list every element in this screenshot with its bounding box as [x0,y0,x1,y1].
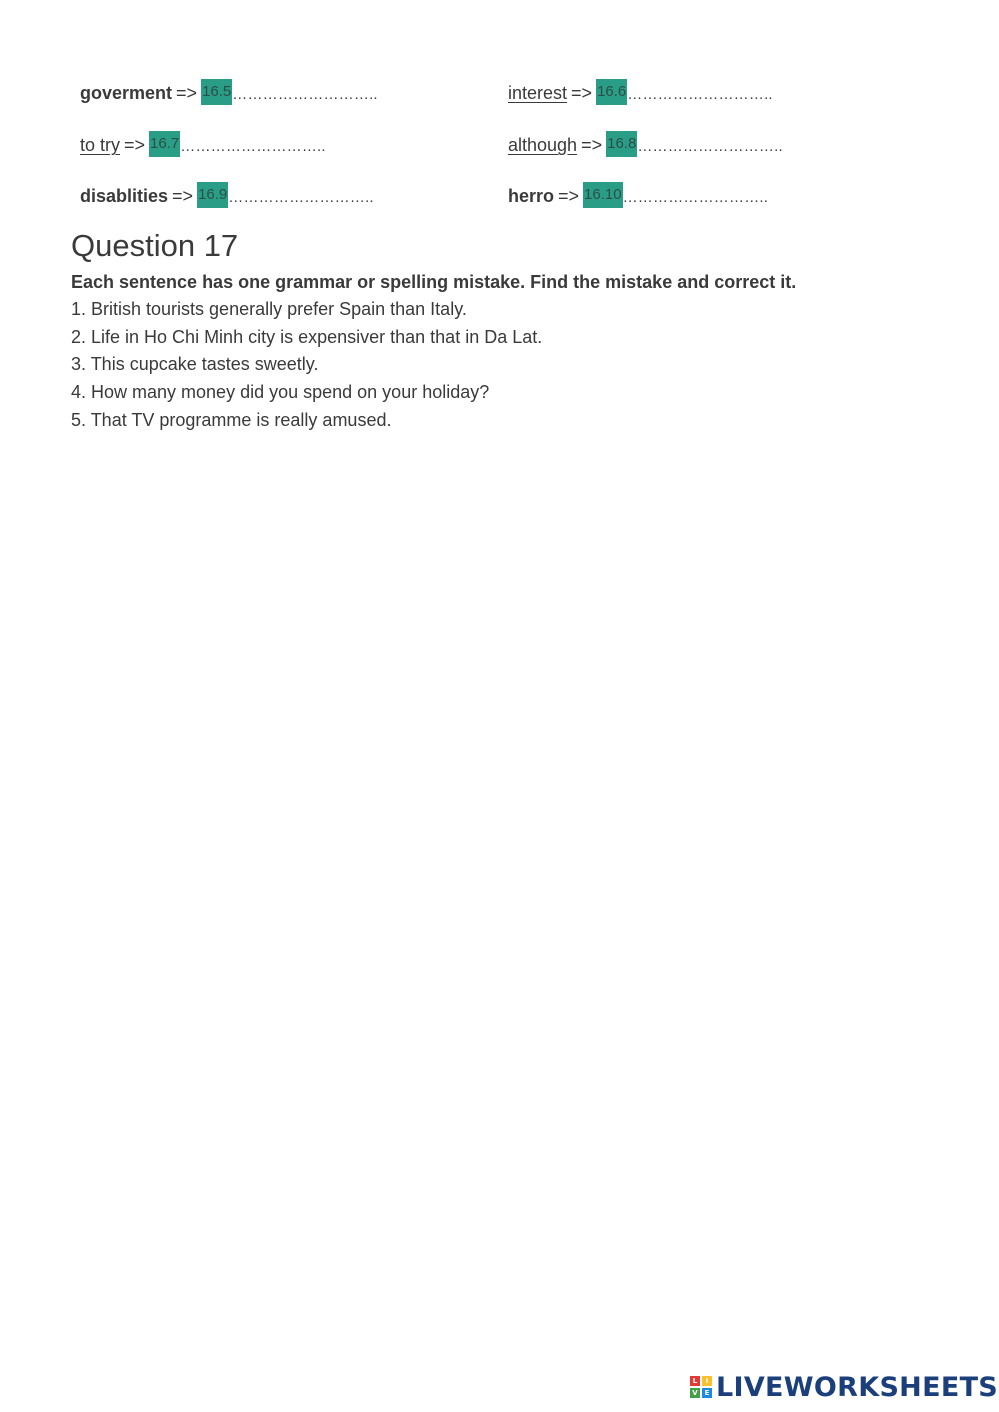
word-item-interest [508,78,773,110]
dotted-line: ……………………….. [180,138,326,155]
dotted-line: ……………………….. [228,189,374,206]
word-item-disablities [80,181,374,213]
word-item-although [508,130,783,162]
sentence-item: 5. That TV programme is really amused. [71,409,392,430]
word-item-goverment [80,78,378,110]
dotted-line: ……………………….. [232,86,378,103]
word-row-1 [0,78,999,108]
question-title: Question 17 [71,228,239,263]
answer-field-16-8[interactable]: 16.8 [606,131,637,157]
arrow-label: => [176,83,198,103]
sentence-list [71,296,542,435]
answer-field-16-5[interactable]: 16.5 [201,79,232,105]
logo-mark-icon: L I V E [690,1376,712,1398]
logo-text: LIVEWORKSHEETS [716,1371,999,1403]
sentence-item: 1. British tourists generally prefer Spain than Italy. [71,299,467,319]
answer-field-16-10[interactable]: 16.10 [583,182,623,208]
dotted-line: ……………………….. [622,189,769,206]
word-row-2 [0,130,999,160]
dotted-line: ……………………….. [627,86,773,103]
arrow-label: => [124,135,146,155]
dotted-line: ……………………….. [637,138,783,155]
arrow-label: => [558,186,580,206]
word-label: interest [508,83,568,103]
arrow-label: => [581,135,603,155]
sentence-item: 2. Life in Ho Chi Minh city is expensiver than that in Da Lat. [71,326,543,347]
word-label: disablities [80,186,169,206]
sentence-item: 3. This cupcake tastes sweetly. [71,354,319,375]
answer-field-16-9[interactable]: 16.9 [197,182,228,208]
sentence-item: 4. How many money did you spend on your holiday? [71,382,490,403]
answer-field-16-7[interactable]: 16.7 [149,131,180,157]
arrow-label: => [571,83,593,103]
word-label: to try [80,135,121,155]
word-item-to-try [80,130,326,162]
liveworksheets-logo [690,1370,998,1404]
answer-field-16-6[interactable]: 16.6 [596,79,627,105]
word-label: goverment [80,83,173,103]
word-label: herro [508,186,555,206]
word-label: although [508,135,578,155]
word-item-herro [508,181,768,213]
arrow-label: => [172,186,194,206]
question-instruction: Each sentence has one grammar or spelling mistake. Find the mistake and correct it. [71,272,797,292]
word-row-3 [0,181,999,211]
